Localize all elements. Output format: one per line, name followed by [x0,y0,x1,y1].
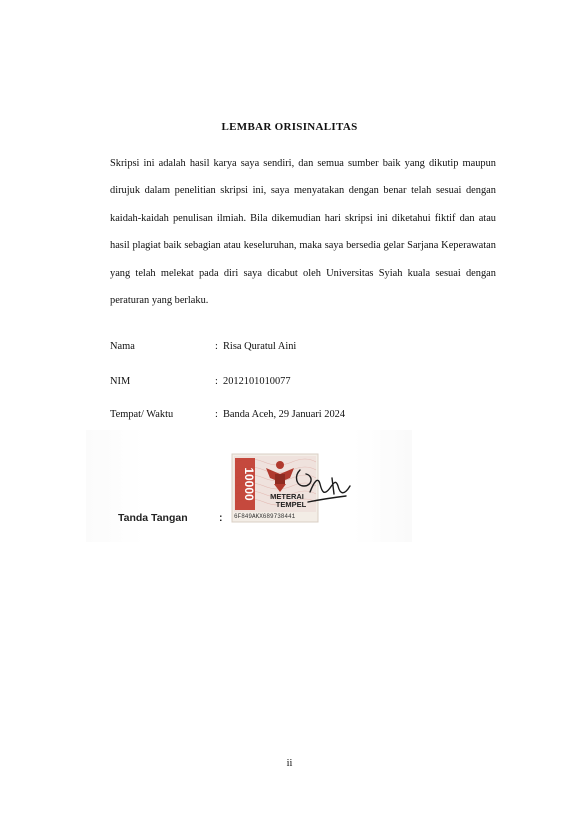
page-number: ii [286,758,293,769]
field-separator: : [215,341,218,352]
field-value-nim: 2012101010077 [223,376,291,387]
meterai-stamp-image [230,452,362,524]
stamp-caption-line1: METERAI [270,492,304,501]
signature-separator: : [219,512,223,524]
field-label-nim: NIM [110,376,131,387]
stamp-serial: 6F849AKX689738441 [234,513,296,520]
field-value-nama: Risa Quratul Aini [223,341,297,352]
field-label-tempat-waktu: Tempat/ Waktu [110,409,174,420]
field-separator: : [215,409,218,420]
stamp-caption-line2: TEMPEL [275,500,307,509]
statement-paragraph: Skripsi ini adalah hasil karya saya sendiri, dan semua sumber baik yang dikutip maupun dirujuk dalam penelitian skripsi ini, saya menyatakan dengan benar telah sesuai dengan kaidah-kaidah penulisan ilmiah. Bila dikemudian hari skripsi ini diketahui fiktif dan atau hasil plagiat baik sebagian atau keseluruhan, maka saya bersedia gelar Sarjana Keperawatan yang telah melekat pada diri saya dicabut oleh Universitas Syiah kuala sesuai dengan peraturan yang berlaku. [110,158,496,307]
field-row-nama [110,340,296,354]
field-row-nim [110,375,291,389]
field-row-tempat-waktu [110,408,345,422]
field-separator: : [215,376,218,387]
field-value-tempat-waktu: Banda Aceh, 29 Januari 2024 [223,409,346,420]
signature-label: Tanda Tangan [118,512,188,524]
stamp-value-text: 10000 [242,467,256,501]
field-label-nama: Nama [110,341,135,352]
page-title: LEMBAR ORISINALITAS [221,121,358,133]
meterai-stamp [230,452,362,524]
